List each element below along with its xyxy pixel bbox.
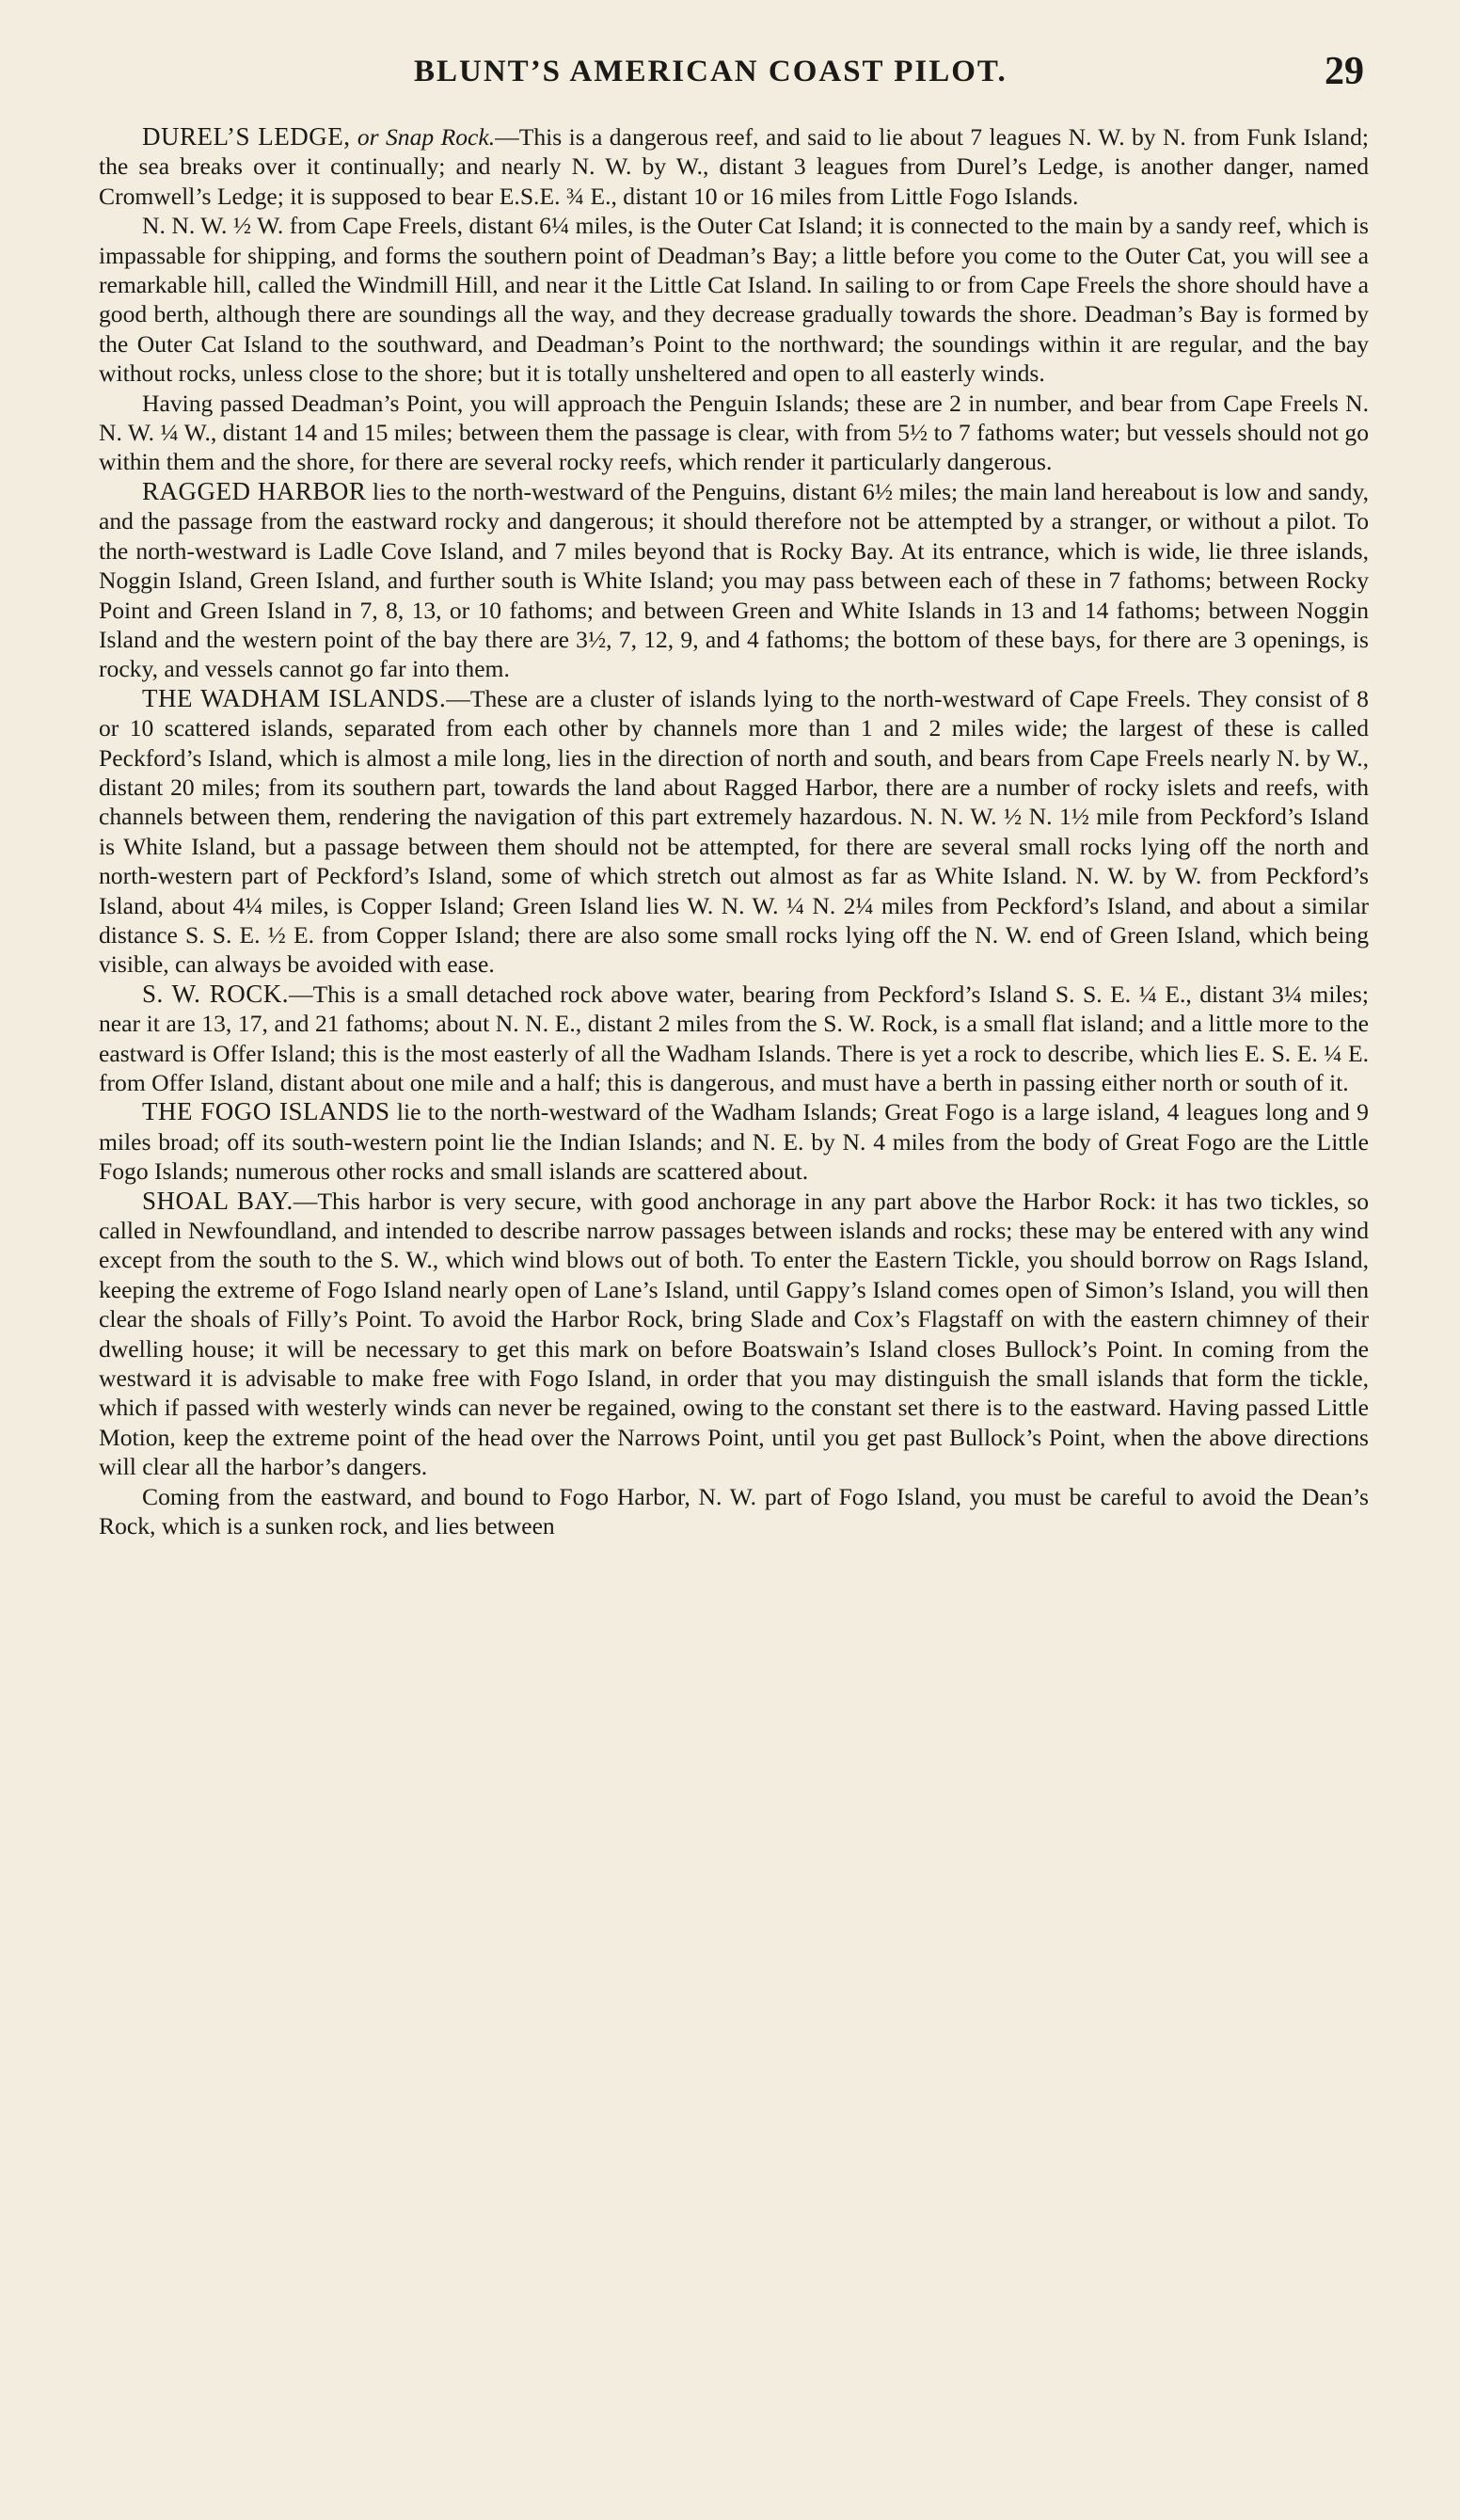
paragraph-lead-alt-prefix: or xyxy=(350,123,386,151)
paragraph-text: lies to the north-westward of the Penguins, distant 6½ miles; the main land hereabout is low and sandy, and the passage from the eastward rocky and dangerous; it should therefore not be attempted by a stranger, or without a pilot. To the north-westward is Ladle Cove Island, and 7 miles beyond that is Rocky Bay. At its entrance, which is wide, lie three islands, Noggin Island, Green Island, and further south is White Island; you may pass between each of these in 7 fathoms; between Rocky Point and Green Island in 7, 8, 13, or 10 fathoms; and between Green and White Islands in 13 and 14 fathoms; between Noggin Island and the western point of the bay there are 3½, 7, 12, 9, and 4 fathoms; the bottom of these bays, for there are 3 openings, is rocky, and vessels cannot go far into them. xyxy=(99,477,1369,683)
paragraph-outer-cat-island xyxy=(99,211,1369,388)
paragraph-lead: THE WADHAM ISLANDS. xyxy=(142,683,447,712)
paragraph-text: lie to the north-westward of the Wadham Islands; Great Fogo is a large island, 4 leagues long and 9 miles broad; off its south-western point lie the Indian Islands; and N. E. by N. 4 miles from the body of Great Fogo are the Little Fogo Islands; numerous other rocks and small islands are scattered about. xyxy=(99,1098,1369,1186)
paragraph-lead: SHOAL BAY. xyxy=(142,1186,294,1215)
page-header xyxy=(0,49,1460,105)
paragraph-text: —This harbor is very secure, with good anchorage in any part above the Harbor Rock: it has two tickles, so called in Newfoundland, and intended to describe narrow passages between islands and rocks; these may be entered with any wind except from the south to the S. W., which wind blows out of both. To enter the Eastern Tickle, you should borrow on Rags Island, keeping the extreme of Fogo Island nearly open of Lane’s Island, until Gappy’s Island comes open of Simon’s Island, you will then clear the shoals of Filly’s Point. To avoid the Harbor Rock, bring Slade and Cox’s Flagstaff on with the eastern chimney of their dwelling house; it will be necessary to get this mark on before Boatswain’s Island closes Bullock’s Point. In coming from the westward it is advisable to make free with Fogo Island, in order that you may distinguish the small islands that form the tickle, which if passed with westerly winds can never be regained, owing to the constant set there is to the eastward. Having passed Little Motion, keep the extreme point of the head over the Narrows Point, until you get past Bullock’s Point, when the above directions will clear all the harbor’s dangers. xyxy=(99,1187,1369,1481)
page-number: 29 xyxy=(1325,50,1364,93)
paragraph-text: Coming from the eastward, and bound to Fogo Harbor, N. W. part of Fogo Island, you must be careful to avoid the Dean’s Rock, which is a sunken rock, and lies between xyxy=(99,1482,1369,1540)
paragraph-shoal-bay xyxy=(99,1187,1369,1482)
paragraph-text: —These are a cluster of islands lying to the north-westward of Cape Freels. They consist of 8 or 10 scattered islands, separated from each other by channels more than 1 and 2 miles wide; the largest of these is called Peckford’s Island, which is almost a mile long, lies in the direction of north and south, and bears from Cape Freels nearly N. by W., distant 20 miles; from its southern part, towards the land about Ragged Harbor, there are a number of rocky islets and reefs, with channels between them, rendering the navigation of this part extremely hazardous. N. N. W. ½ N. 1½ mile from Peckford’s Island is White Island, but a passage between them should not be attempted, for there are several small rocks lying off the north and north-western part of Peckford’s Island, some of which stretch out almost as far as White Island. N. W. by W. from Peckford’s Island, about 4¼ miles, is Copper Island; Green Island lies W. N. W. ¼ N. 2¼ miles from Peckford’s Island, and about a similar distance S. S. E. ½ E. from Copper Island; there are also some small rocks lying off the N. W. end of Green Island, which being visible, can always be avoided with ease. xyxy=(99,684,1369,979)
running-title: BLUNT’S AMERICAN COAST PILOT. xyxy=(414,55,1008,88)
paragraph-text: —This is a small detached rock above water, bearing from Peckford’s Island S. S. E. ¼ E., distant 3¼ miles; near it are 13, 17, and 21 fathoms; about N. N. E., distant 2 miles from the S. W. Rock, is a small flat island; and a little more to the eastward is Offer Island; this is the most easterly of all the Wadham Islands. There is yet a rock to describe, which lies E. S. E. ¼ E. from Offer Island, distant about one mile and a half; this is dangerous, and must have a berth in passing either north or south of it. xyxy=(99,980,1369,1096)
paragraph-ragged-harbor xyxy=(99,477,1369,684)
paragraph-text: N. N. W. ½ W. from Cape Freels, distant 6¼ miles, is the Outer Cat Island; it is connected to the main by a sandy reef, which is impassable for shipping, and forms the southern point of Deadman’s Bay; a little before you come to the Outer Cat, you will see a remarkable hill, called the Windmill Hill, and near it the Little Cat Island. In sailing to or from Cape Freels the shore should have a good berth, although there are soundings all the way, and they decrease gradually towards the shore. Deadman’s Bay is formed by the Outer Cat Island to the southward, and Deadman’s Point to the northward; the soundings within it are regular, and the bay without rocks, unless close to the shore; but it is totally unsheltered and open to all easterly winds. xyxy=(99,212,1369,388)
body-text xyxy=(99,122,1369,1541)
paragraph-text: —This is a dangerous reef, and said to lie about 7 leagues N. W. by N. from Funk Island; the sea breaks over it continually; and nearly N. W. by W., distant 3 leagues from Durel’s Ledge, is another danger, named Cromwell’s Ledge; it is supposed to bear E.S.E. ¾ E., distant 10 or 16 miles from Little Fogo Islands. xyxy=(99,123,1369,210)
paragraph-fogo-harbor xyxy=(99,1482,1369,1541)
paragraph-lead: S. W. ROCK. xyxy=(142,979,289,1008)
paragraph-fogo-islands xyxy=(99,1097,1369,1186)
paragraph-wadham-islands xyxy=(99,684,1369,980)
paragraph-lead: THE FOGO ISLANDS xyxy=(142,1097,390,1126)
paragraph-lead: DUREL’S LEDGE, xyxy=(142,122,351,151)
paragraph-penguin-islands xyxy=(99,389,1369,477)
paragraph-lead: RAGGED HARBOR xyxy=(142,476,367,505)
paragraph-lead-alt: Snap Rock. xyxy=(386,123,496,151)
paragraph-sw-rock xyxy=(99,980,1369,1098)
paragraph-durels-ledge xyxy=(99,122,1369,211)
paragraph-text: Having passed Deadman’s Point, you will approach the Penguin Islands; these are 2 in number, and bear from Cape Freels N. N. W. ¼ W., distant 14 and 15 miles; between them the passage is clear, with from 5½ to 7 fathoms water; but vessels should not go within them and the shore, for there are several rocky reefs, which render it particularly dangerous. xyxy=(99,389,1369,476)
